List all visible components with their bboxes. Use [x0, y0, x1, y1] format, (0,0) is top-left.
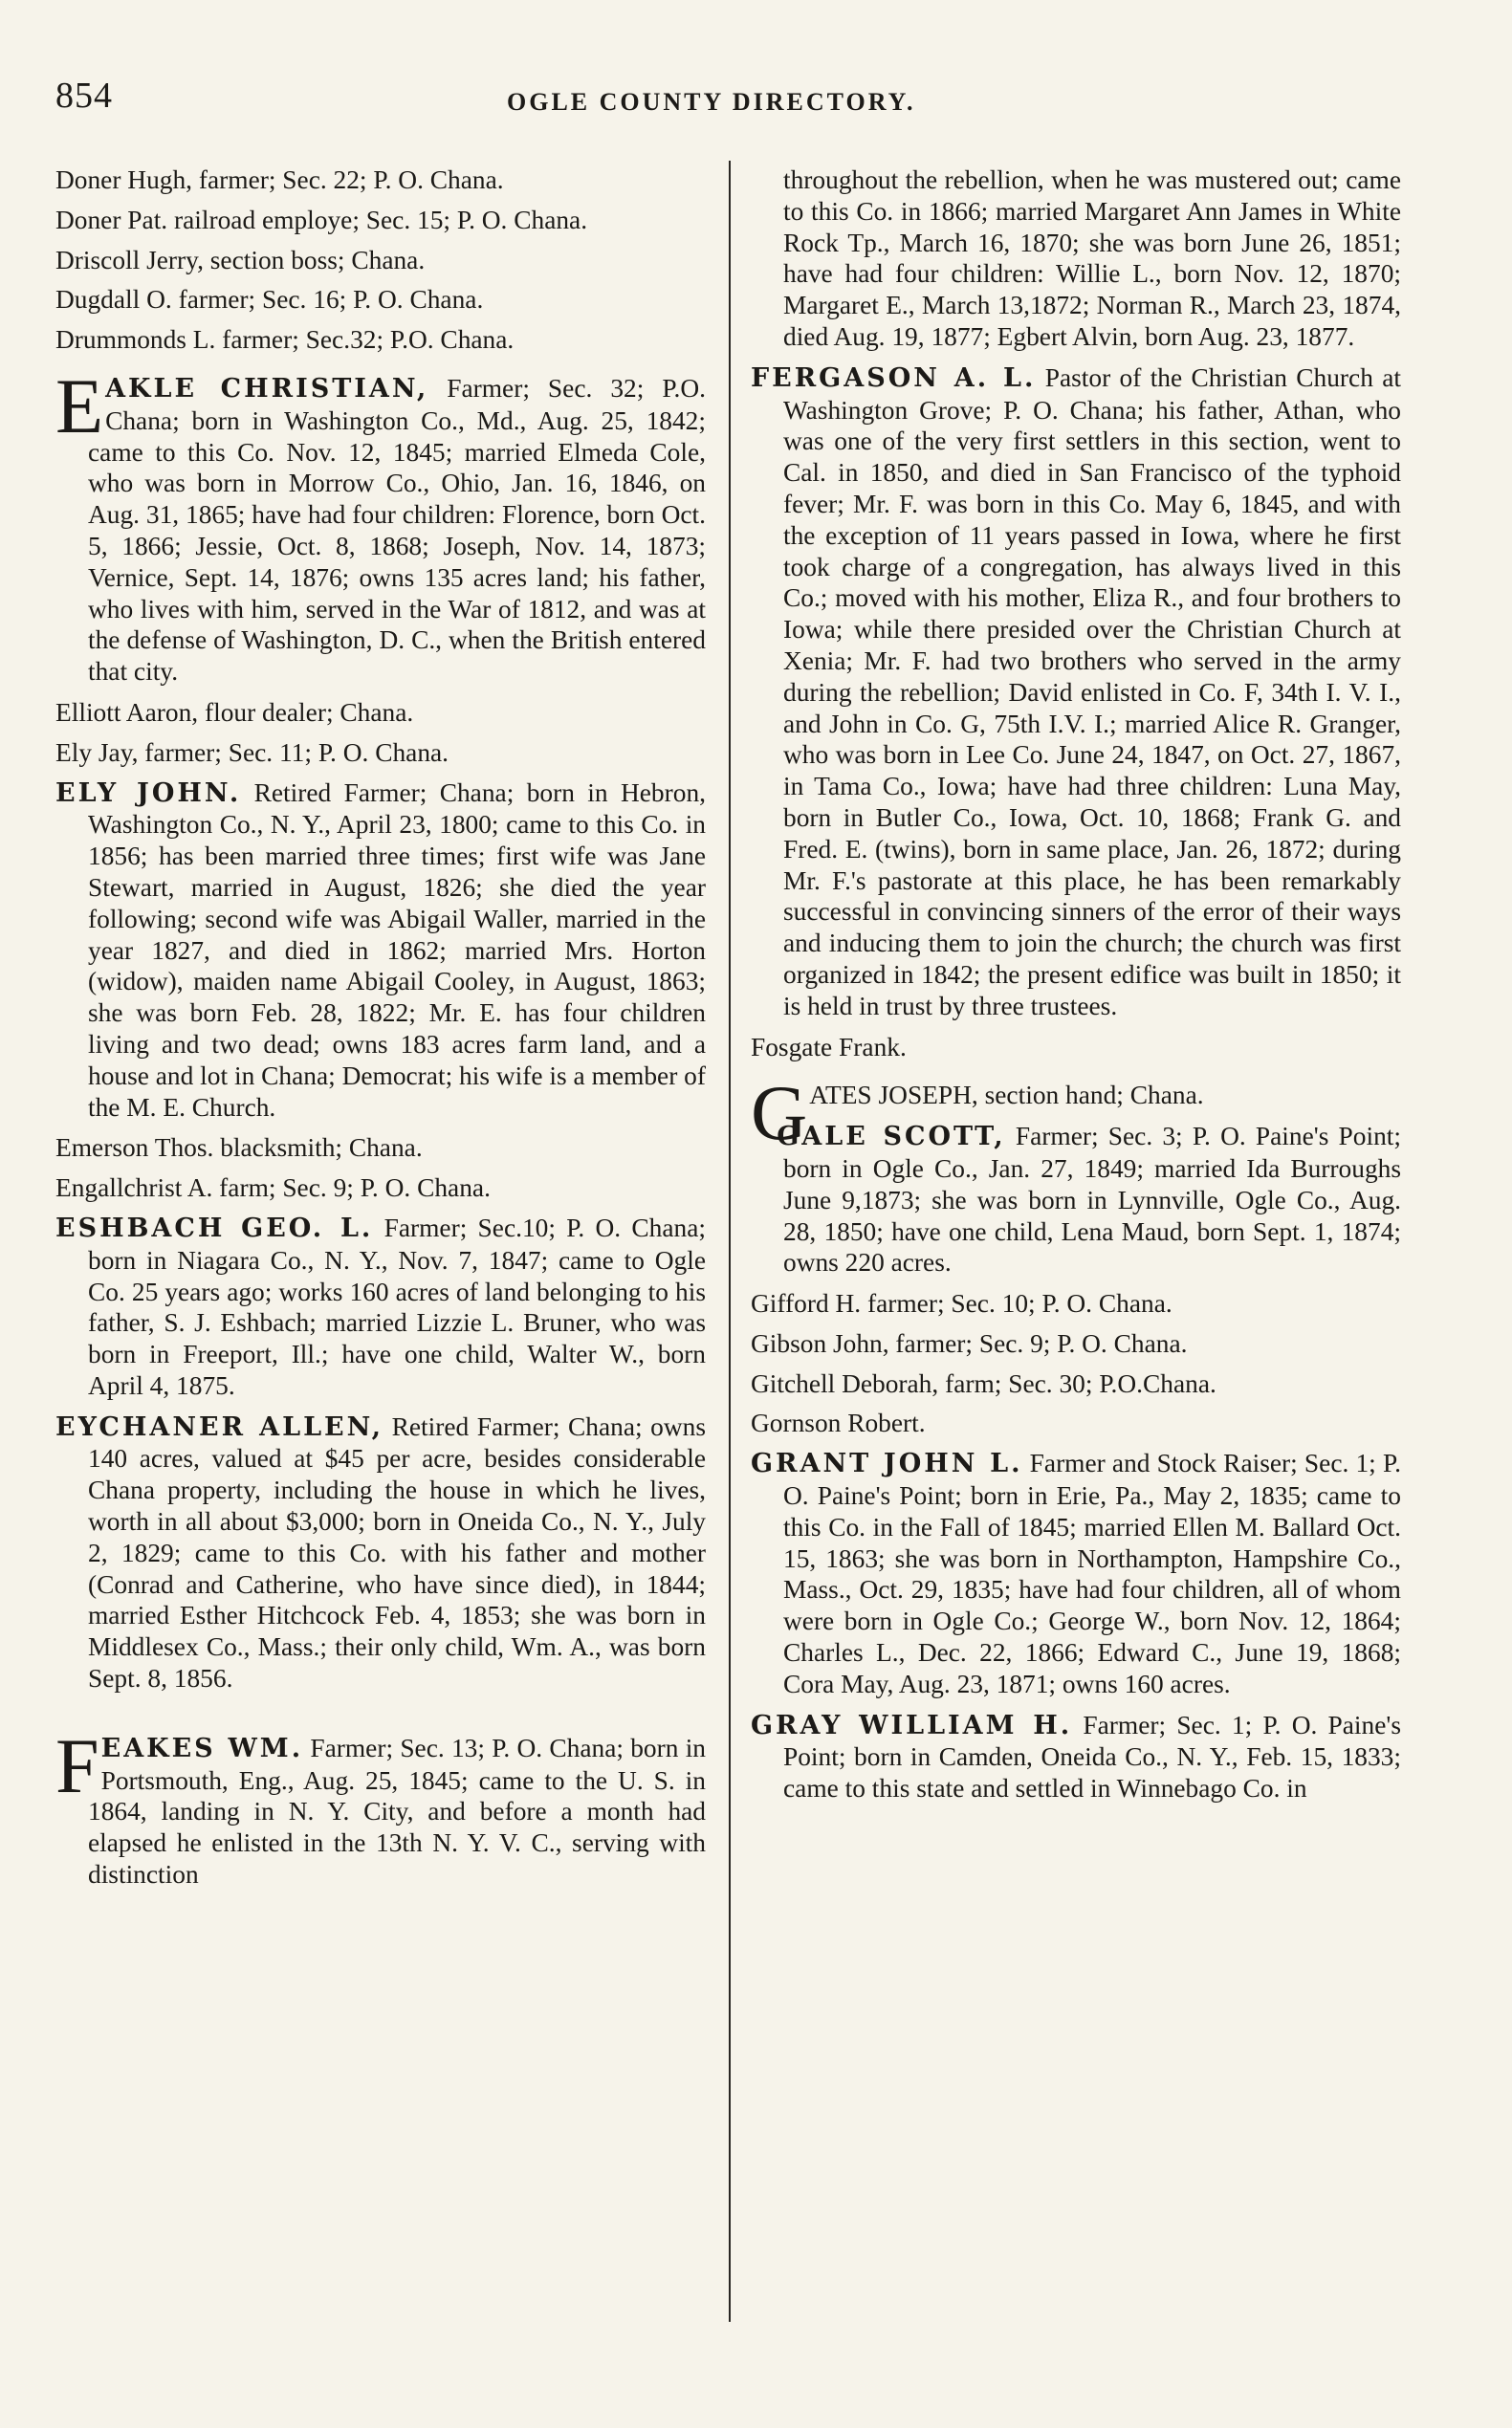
directory-entry-letter-start: [55, 361, 706, 688]
directory-entry: Gifford H. farmer; Sec. 10; P. O. Chana.: [751, 1289, 1172, 1319]
directory-entry: Fosgate Frank.: [751, 1032, 907, 1061]
entry-text: Farmer; Sec. 13; P. O. Chana; born in Portsmouth, Eng., Aug. 25, 1845; came to the U. S. in 1864, landing in N. Y. City, and before a month had elapsed he enlisted in the 13th N. Y. V. C., serving with distinction: [88, 1733, 706, 1890]
directory-entry: Ely Jay, farmer; Sec. 11; P. O. Chana.: [55, 737, 449, 767]
entry-name: ESHBACH GEO. L.: [55, 1213, 374, 1243]
directory-entry-biography: [751, 1710, 1401, 1805]
entry-name: GRANT JOHN L.: [751, 1449, 1023, 1479]
column-divider: [729, 161, 731, 2322]
directory-entry: Driscoll Jerry, section boss; Chana.: [55, 245, 426, 274]
entry-text: Farmer; Sec. 3; P. O. Paine's Point; born in Ogle Co., Jan. 27, 1849; married Ida Burroughs June 9,1873; she was born in Lynnville, Ogle Co., Aug. 28, 1850; have one child, Lena Maud, born Sept. 1, 1874; owns 220 acres.: [783, 1122, 1401, 1278]
entry-text: Farmer; Sec. 1; P. O. Paine's Point; born in Camden, Oneida Co., N. Y., Feb. 15, 1833; came to this state and settled in Winnebago Co. in: [783, 1710, 1401, 1804]
drop-cap: E: [55, 361, 104, 449]
directory-entry-biography: [751, 1121, 1401, 1279]
directory-entry: Elliott Aaron, flour dealer; Chana.: [55, 697, 414, 727]
running-head: OGLE COUNTY DIRECTORY.: [507, 88, 916, 116]
entry-text: ATES JOSEPH, section hand; Chana.: [809, 1081, 1204, 1110]
directory-entry-biography: [751, 1448, 1401, 1699]
directory-entry: Gitchell Deborah, farm; Sec. 30; P.O.Chana.: [751, 1368, 1216, 1398]
entry-name: GRAY WILLIAM H.: [751, 1710, 1073, 1740]
entry-text: Retired Farmer; Chana; born in Hebron, Washington Co., N. Y., April 23, 1800; came to this Co. in 1856; has been married three times; first wife was Jane Stewart, married in August, 1826; she died the year following; second wife was Abigail Waller, married in the year 1827, and died in 1862; married Mrs. Horton (widow), maiden name Abigail Cooley, in August, 1863; she was born Feb. 28, 1822; Mr. E. has four children living and two dead; owns 183 acres farm land, and a house and lot in Chana; Democrat; his wife is a member of the M. E. Church.: [88, 777, 706, 1122]
directory-entry: Doner Pat. railroad employe; Sec. 15; P. O. Chana.: [55, 205, 588, 234]
entry-name: EAKES WM.: [100, 1733, 304, 1763]
right-column: [751, 164, 1401, 1814]
entry-name: AKLE CHRISTIAN,: [105, 373, 429, 404]
drop-cap: G: [751, 1069, 808, 1157]
directory-entry-continued: throughout the rebellion, when he was mustered out; came to this Co. in 1866; married Margaret Ann James in White Rock Tp., March 16, 1870; she was born June 26, 1851; have had four children: Willie L., born Nov. 12, 1870; Margaret E., March 13,1872; Norman R., March 23, 1874, died Aug. 19, 1877; Egbert Alvin, born Aug. 23, 1877.: [783, 165, 1401, 351]
entry-text: Farmer; Sec. 32; P.O. Chana; born in Washington Co., Md., Aug. 25, 1842; came to this Co. Nov. 12, 1845; married Elmeda Cole, who was born in Morrow Co., Ohio, Jan. 16, 1846, on Aug. 31, 1865; have had four children: Florence, born Oct. 5, 1866; Jessie, Oct. 8, 1868; Joseph, Nov. 14, 1873; Vernice, Sept. 14, 1876; owns 135 acres land; his father, who lives with him, served in the War of 1812, and was at the defense of Washington, D. C., when the British entered that city.: [88, 373, 706, 687]
entry-name: EYCHANER ALLEN,: [55, 1411, 383, 1442]
drop-cap: F: [55, 1721, 99, 1809]
entry-text: Pastor of the Christian Church at Washington Grove; P. O. Chana; his father, Athan, who was one of the very first settlers in this section, went to Cal. in 1850, and died in San Francisco of the typhoid fever; Mr. F. was born in this Co. May 6, 1845, and with the exception of 11 years passed in Iowa, where he first took charge of a congregation, has always lived in this Co.; moved with his mother, Eliza R., and four brothers to Iowa; while there presided over the Christian Church at Xenia; Mr. F. had two brothers who served in the army during the rebellion; David enlisted in Co. F, 34th I. V. I., and John in Co. G, 75th I.V. I.; married Alice R. Granger, who was born in Lee Co. June 24, 1847, on Oct. 27, 1867, in Tama Co., Iowa; have had three children: Luna May, born in Butler Co., Iowa, Oct. 10, 1868; Frank G. and Fred. E. (twins), born in same place, Jan. 26, 1872; during Mr. F.'s pastorate at this place, he has been remarkably successful in convincing sinners of the error of their ways and inducing them to join the church; the church was first organized in 1842; the present edifice was built in 1850; it is held in trust by three trustees.: [783, 362, 1401, 1020]
directory-entry: Dugdall O. farmer; Sec. 16; P. O. Chana.: [55, 285, 484, 315]
entry-text: Farmer; Sec.10; P. O. Chana; born in Niagara Co., N. Y., Nov. 7, 1847; came to Ogle Co. 25 years ago; works 160 acres of land belonging to his father, S. J. Eshbach; married Lizzie L. Bruner, who was born in Freeport, Ill.; have one child, Walter W., born April 4, 1875.: [88, 1213, 706, 1400]
entry-text: Retired Farmer; Chana; owns 140 acres, valued at $45 per acre, besides considerable Chana property, including the house in which he lives, worth in all about $3,000; born in Oneida Co., N. Y., July 2, 1829; came to this Co. with his father and mother (Conrad and Catherine, who have since died), in 1844; married Esther Hitchcock Feb. 4, 1853; she was born in Middlesex Co., Mass.; their only child, Wm. A., was born Sept. 8, 1856.: [88, 1411, 706, 1694]
directory-entry-biography: [55, 777, 706, 1124]
directory-entry-biography: [751, 362, 1401, 1022]
directory-entry: Engallchrist A. farm; Sec. 9; P. O. Chana.: [55, 1173, 491, 1203]
entry-name: GALE SCOTT,: [777, 1122, 1006, 1152]
entry-text: Farmer and Stock Raiser; Sec. 1; P. O. Paine's Point; born in Erie, Pa., May 2, 1835; came to this Co. in the Fall of 1845; married Ellen M. Ballard Oct. 15, 1863; she was born in Northampton, Hampshire Co., Mass., Oct. 29, 1835; have had four children, all of whom were born in Ogle Co.; George W., born Nov. 12, 1864; Charles L., Dec. 22, 1866; Edward C., June 19, 1868; Cora May, Aug. 23, 1871; owns 160 acres.: [783, 1449, 1401, 1698]
directory-entry: Emerson Thos. blacksmith; Chana.: [55, 1133, 423, 1163]
page-number: 854: [55, 76, 113, 116]
directory-entry: Doner Hugh, farmer; Sec. 22; P. O. Chana.: [55, 165, 504, 194]
directory-entry: Gornson Robert.: [751, 1409, 926, 1438]
directory-entry: Gibson John, farmer; Sec. 9; P. O. Chana.: [751, 1328, 1188, 1358]
directory-entry: Drummonds L. farmer; Sec.32; P.O. Chana.: [55, 325, 515, 355]
entry-name: ELY JOHN.: [55, 777, 242, 808]
directory-entry-biography: [55, 1411, 706, 1695]
page-header: [55, 75, 1404, 122]
entry-name: FERGASON A. L.: [751, 362, 1037, 393]
directory-entry-letter-start: [55, 1721, 706, 1891]
directory-entry-biography: [55, 1213, 706, 1402]
left-column: [55, 164, 706, 1900]
